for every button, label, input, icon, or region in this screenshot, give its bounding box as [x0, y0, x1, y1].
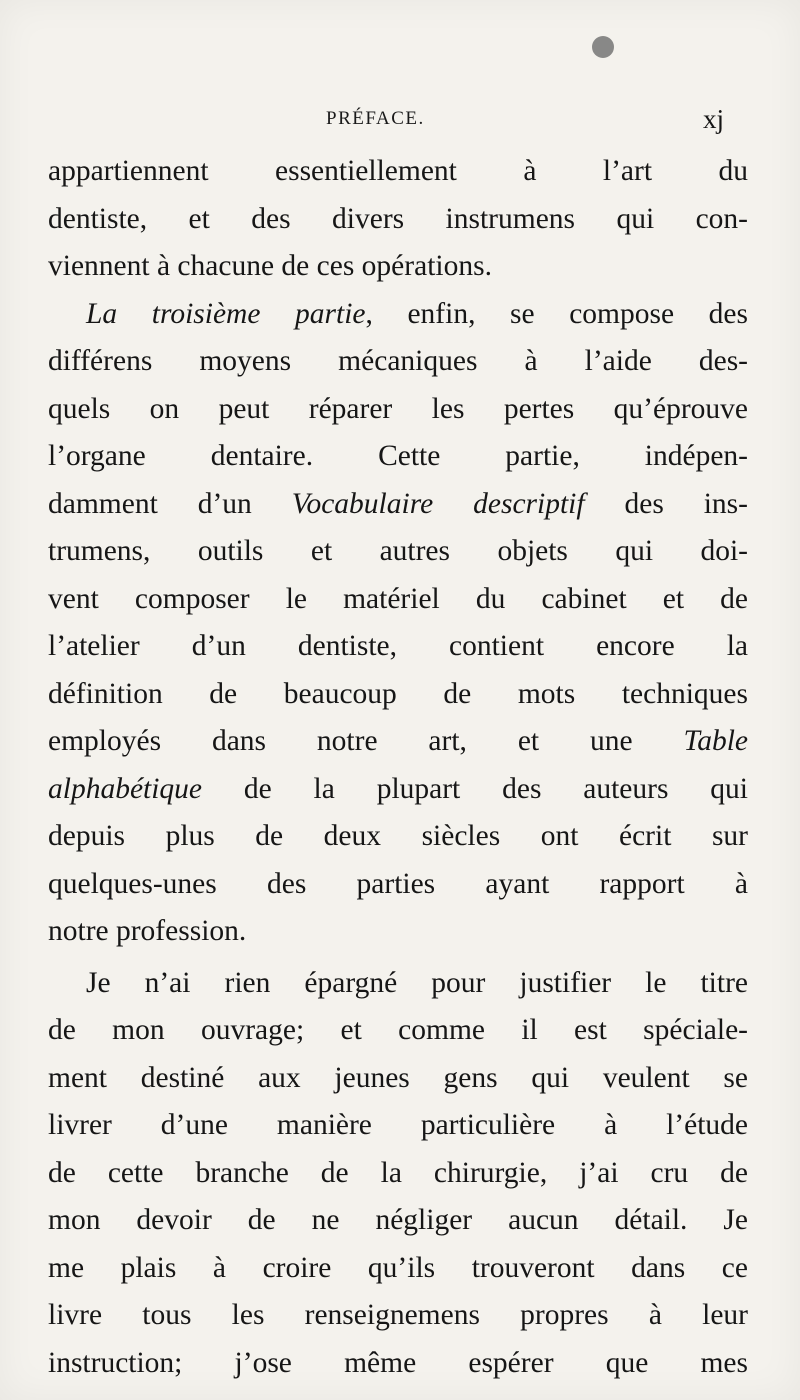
page-header-title: PRÉFACE.: [326, 108, 425, 129]
text-line: [48, 813, 748, 861]
text-segment: Je n’ai rien épargné pour justifier le titre: [86, 966, 748, 999]
text-segment: différens moyens mécaniques à l’aide des-: [48, 345, 748, 377]
text-line: [48, 338, 748, 386]
text-segment: depuis plus de deux siècles ont écrit sur: [48, 820, 748, 852]
text-line: [48, 528, 748, 576]
text-segment: des ins-: [584, 487, 748, 520]
text-line: [48, 148, 748, 196]
text-line: [48, 1055, 748, 1103]
text-segment: viennent à chacune de ces opérations.: [48, 250, 492, 282]
text-line: [48, 623, 748, 671]
text-segment: de la plupart des auteurs qui: [202, 772, 748, 805]
text-segment: dentiste, et des divers instrumens qui con-: [48, 202, 748, 235]
page-number: xj: [702, 104, 724, 134]
text-segment: mon devoir de ne négliger aucun détail. Je: [48, 1204, 748, 1236]
text-line: [48, 718, 748, 766]
ink-spot: [592, 36, 614, 58]
text-line: [48, 1102, 748, 1150]
text-line: [48, 576, 748, 624]
text-line: [48, 291, 748, 339]
text-segment: quels on peut réparer les pertes qu’éprouve: [48, 392, 748, 425]
text-segment: me plais à croire qu’ils trouveront dans ce: [48, 1251, 748, 1284]
text-segment: de mon ouvrage; et comme il est spéciale-: [48, 1014, 748, 1046]
text-segment: de cette branche de la chirurgie, j’ai cru de: [48, 1156, 748, 1189]
text-segment: damment d’un: [48, 487, 292, 520]
text-line: [48, 1007, 748, 1055]
text-line: [48, 386, 748, 434]
text-segment: l’organe dentaire. Cette partie, indépen-: [48, 440, 748, 472]
text-line: [48, 908, 748, 956]
text-segment: définition de beaucoup de mots techniques: [48, 677, 748, 710]
text-segment: livre tous les renseignemens propres à leur: [48, 1299, 748, 1331]
text-line: [48, 481, 748, 529]
text-segment: vent composer le matériel du cabinet et de: [48, 582, 748, 615]
text-line: [48, 1150, 748, 1198]
text-line: [48, 196, 748, 244]
text-line: [48, 243, 748, 291]
text-line: [48, 671, 748, 719]
text-segment: Vocabulaire descriptif: [291, 487, 585, 520]
running-header: [48, 104, 752, 136]
text-line: [48, 1340, 748, 1388]
body-text: [48, 148, 748, 1387]
text-line: [48, 1292, 748, 1340]
text-segment: employés dans notre art, et une: [48, 725, 684, 757]
text-line: [48, 861, 748, 909]
text-line: [48, 960, 748, 1008]
text-segment: appartiennent essentiellement à l’art du: [48, 155, 748, 187]
text-segment: alphabétique: [48, 772, 203, 805]
text-line: [48, 1245, 748, 1293]
text-line: [48, 766, 748, 814]
text-segment: La troisième partie: [86, 297, 366, 330]
text-line: [48, 433, 748, 481]
text-segment: l’atelier d’un dentiste, contient encore la: [48, 630, 748, 662]
text-line: [48, 1197, 748, 1245]
text-segment: livrer d’une manière particulière à l’étude: [48, 1109, 748, 1141]
text-segment: ment destiné aux jeunes gens qui veulent se: [48, 1061, 748, 1094]
text-segment: instruction; j’ose même espérer que mes: [48, 1346, 748, 1379]
text-segment: trumens, outils et autres objets qui doi-: [48, 535, 748, 567]
text-segment: , enfin, se compose des: [365, 297, 748, 330]
text-segment: notre profession.: [48, 915, 247, 947]
text-segment: quelques-unes des parties ayant rapport à: [48, 867, 748, 900]
text-segment: Table: [683, 725, 748, 757]
